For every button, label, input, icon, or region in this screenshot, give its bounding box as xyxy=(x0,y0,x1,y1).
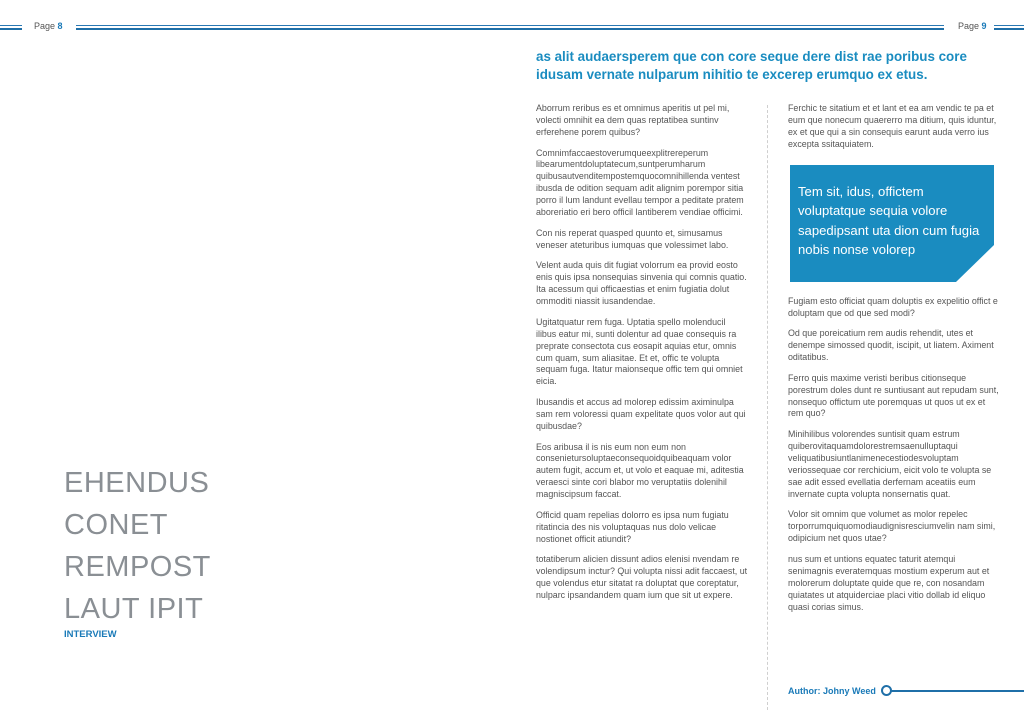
page-prefix-right: Page xyxy=(958,21,980,31)
paragraph: Fugiam esto officiat quam doluptis ex expelitio offict e doluptam que od que sed modi? xyxy=(788,295,998,318)
title-line-2: CONET xyxy=(64,509,168,541)
paragraph: Ferro quis maxime veristi beribus citionseque porestrum doles dunt re suntiusant aut repudam sunt, nonsequo offictum ute poremquas ut quos ut ex et rem quo? xyxy=(788,372,999,419)
article-column-1 xyxy=(536,103,748,611)
page-number-right: 9 xyxy=(981,21,987,31)
paragraph: Ugitatquatur rem fuga. Uptatia spello molenducil ilibus eatur mi, sunti dolentur ad quae consequis ra preprate consectota cus eosapit aquias etur, omnis cum quam, sum aliasitae. Et et, offic te volupta sequam fuga. Itatur maionseque offic tem qui omniet eicia. xyxy=(536,316,743,387)
header-rule-left xyxy=(0,28,22,30)
title-line-3: REMPOST xyxy=(64,551,211,583)
paragraph: Od que poreicatium rem audis rehendit, utes et denempe simossed quodit, iscipit, ut liatem. Aximent oditatibus. xyxy=(788,328,994,363)
author-rule xyxy=(889,690,1024,692)
paragraph: Comnimfaccaestoverumqueexplitrereperum libearumentdoluptatecum,suntperumharum quibusautvenditempostemquocomnihillenda ventest ibusda de odition sequam adit alignim porempor sitia porro il lum landunt evellau tempor a peditate pratem aboreriatio eri bero officil lantiberem vendiae officimi. xyxy=(536,147,744,218)
pull-quote-text: Tem sit, idus, offictem voluptatque sequia volore sapedipsant uta dion cum fugia nobis nonse volorep xyxy=(798,183,980,258)
article-headline: as alit audaersperem que con core seque dere dist rae poribus core idusam vernate nulparum nihitio te excerep erumquo ex etus. xyxy=(536,49,967,82)
header-rule-center-top xyxy=(76,25,944,26)
paragraph: Volor sit omnim que volumet as molor repelec torporrumquiquomodiaudignisresciumvelin nam simi, odipicium net quos utae? xyxy=(788,509,996,544)
paragraph: Ibusandis et accus ad molorep edissim aximinulpa sam rem voloressi quam expelitate quos volor aut qui quibusdae? xyxy=(536,397,746,431)
page-prefix-left: Page xyxy=(34,21,56,31)
page-number-left: 8 xyxy=(57,21,63,31)
paragraph: Eos aribusa il is nis eum non eum non consenietursoluptaeconsequoidquibeaquam volor autem fugit, accum et, ut volo et eaquae mi, aditestia veraesci sinte cori blabor mo veruptatiis dolenihil magniscipsum faccat. xyxy=(536,441,744,500)
author-credit: Author: Johny Weed xyxy=(788,686,876,696)
pull-quote xyxy=(790,165,994,282)
paragraph: Con nis reperat quasped quunto et, simusamus veneser ateturibus iumquas que volessimet labo. xyxy=(536,227,729,250)
paragraph: Aborrum reribus es et omnimus aperitis ut pel mi, volecti omnihit ea dem quas reptatibea suntinv erferehene porem quibus? xyxy=(536,103,730,137)
paragraph: Minihilibus volorendes suntisit quam estrum quiberovitaquamdolorestremsaenulluptaqui veliquatibusiuntlanimenecestiodesvoluptam veriossequae cor rerchicium, eicit volo te volupta se sae adit essed evellatia derfernam aceatiis eum invernate cupta volupta nonsernatis quat. xyxy=(788,429,992,499)
title-line-1: EHENDUS xyxy=(64,467,210,499)
column-separator xyxy=(767,105,768,710)
author-rule-circle-icon xyxy=(881,685,892,696)
paragraph: totatiberum alicien dissunt adios elenisi nvendam re volendipsum inctur? Qui volupta nissi adit faccaest, ut que volendus etur sitatat ra doluptat que coreptatur, nulparc ipsandandem quam ium que sit ut expere. xyxy=(536,554,748,601)
page-label-right xyxy=(958,21,987,31)
header-rule-right xyxy=(994,28,1024,30)
paragraph: nus sum et untions equatec taturit atemqui senimagnis everatemquas mostium experum aut et molorerum doluptate quide que re, con nosandam quiatates ut atquiderciae placi vitio dollab id eliquo quasi corias simus. xyxy=(788,553,990,612)
page-label-left xyxy=(34,21,63,31)
section-tag: INTERVIEW xyxy=(64,629,117,640)
header-rule-right-top xyxy=(994,25,1024,26)
interview-title xyxy=(64,462,211,630)
article-column-2 xyxy=(788,103,1002,622)
paragraph: Velent auda quis dit fugiat volorrum ea provid eosto enis quis ipsa nonsequias sinvenia qui comnis quatio. Ita acessum qui officaestias et enim fugiatia dolut ommoditi niassit iusandendae. xyxy=(536,260,747,307)
paragraph: Ferchic te sitatium et et lant et ea am vendic te pa et eum que nonecum quaererro ma ditium, quis iduntur, ex et que qui a sin consequis earunt auda verro ius excepta ssitaquiatem. xyxy=(788,103,997,149)
paragraph: Officid quam repelias dolorro es ipsa num fugiatu ritatincia des nis voluptaquas nus dolo velicae nostionet officit atiundit? xyxy=(536,509,729,544)
header-rule-center xyxy=(76,28,944,30)
header-rule-left-top xyxy=(0,25,22,26)
title-line-4: LAUT IPIT xyxy=(64,593,204,625)
